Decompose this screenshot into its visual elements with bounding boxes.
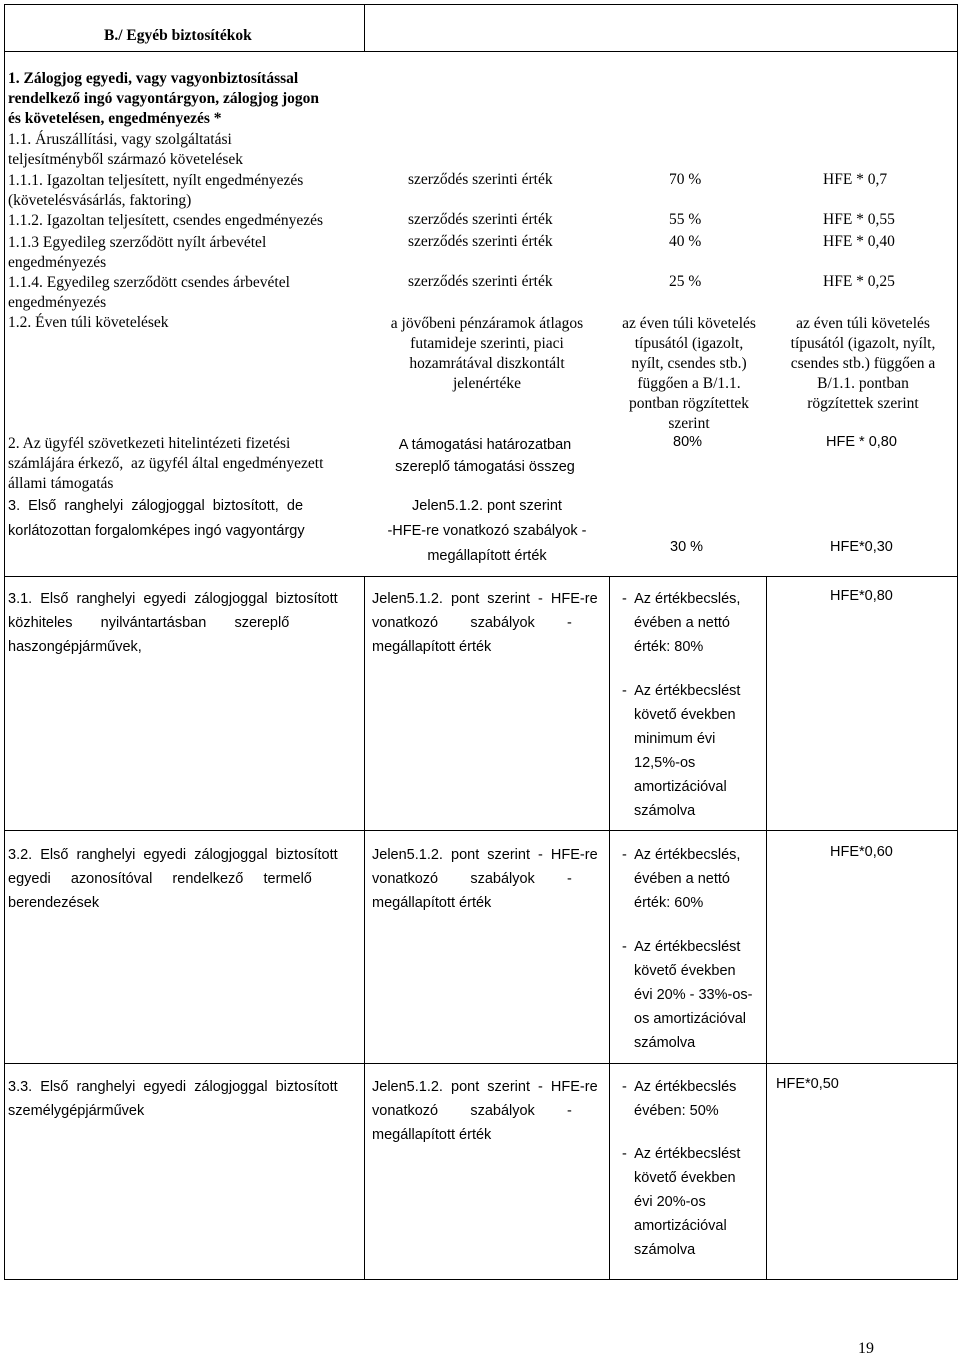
pct-line: nyílt, csendes stb.) xyxy=(631,355,747,372)
basis-line: Jelen5.1.2. pont szerint - HFE-re xyxy=(372,591,598,607)
pct-line: 12,5%-os xyxy=(634,755,696,771)
label-line: egyedi azonosítóval rendelkező termelő xyxy=(8,871,312,887)
row-1-1-2-pct: 55 % xyxy=(669,211,702,228)
subsection-3-2-pct-first-year xyxy=(622,843,740,915)
subsection-3-3-label xyxy=(8,1075,338,1123)
row-1-1-2-basis: szerződés szerinti érték xyxy=(408,211,553,228)
basis-line: vonatkozó szabályok - xyxy=(372,615,572,631)
label-line: engedményezés xyxy=(8,254,107,271)
label-line: 3.2. Első ranghelyi egyedi zálogjoggal biztosított xyxy=(8,847,338,863)
row-1-2-hfe xyxy=(770,314,956,414)
pct-line: követő években xyxy=(634,1170,736,1186)
grid-line xyxy=(4,4,958,5)
label-line: engedményezés xyxy=(8,294,107,311)
pct-line: - Az értékbecslés, xyxy=(622,591,741,607)
row-1-1-4-hfe: HFE * 0,25 xyxy=(823,273,895,290)
subsection-3-3-basis xyxy=(372,1075,598,1147)
basis-line: megállapított érték xyxy=(427,548,547,564)
row-1-1-2-label xyxy=(8,211,323,231)
subsection-3-1-pct-later-years xyxy=(622,679,740,823)
grid-line xyxy=(4,1279,958,1280)
heading-line: rendelkező ingó vagyontárgyon, zálogjog jogon xyxy=(8,90,319,107)
row-1-1-3-basis: szerződés szerinti érték xyxy=(408,233,553,250)
label-line: számlájára érkező, az ügyfél által engedményezett xyxy=(8,455,324,472)
basis-line: A támogatási határozatban xyxy=(398,437,572,453)
basis-line: -HFE-re vonatkozó szabályok - xyxy=(387,523,587,539)
pct-line: számolva xyxy=(634,1242,696,1258)
pct-line: évi 20%-os xyxy=(634,1194,706,1210)
basis-line: megállapított érték xyxy=(372,639,492,655)
row-1-1-1-hfe: HFE * 0,7 xyxy=(823,171,888,188)
subsection-3-2-basis xyxy=(372,843,598,915)
pct-line: amortizációval xyxy=(634,1218,727,1234)
pct-line: évében a nettó xyxy=(634,615,730,631)
grid-line xyxy=(364,4,365,52)
grid-line xyxy=(766,576,767,1280)
pct-line: típusától (igazolt, xyxy=(634,335,744,352)
basis-line: Jelen5.1.2. pont szerint xyxy=(412,498,562,514)
pct-line: - Az értékbecslést xyxy=(622,1146,741,1162)
pct-line: követő években xyxy=(634,963,736,979)
row-1-1-1-basis: szerződés szerinti érték xyxy=(408,171,553,188)
pct-line: számolva xyxy=(634,803,696,819)
pct-line: évi 20% - 33%-os- xyxy=(634,987,753,1003)
section-3-label xyxy=(8,494,305,544)
label-line: közhiteles nyilvántartásban szereplő xyxy=(8,615,290,631)
subsection-3-1-hfe: HFE*0,80 xyxy=(830,588,893,604)
basis-line: futamideje szerinti, piaci xyxy=(410,335,564,352)
basis-line: vonatkozó szabályok - xyxy=(372,1103,572,1119)
pct-line: amortizációval xyxy=(634,779,727,795)
sub-1-1-heading xyxy=(8,130,243,170)
row-1-1-4-pct: 25 % xyxy=(669,273,702,290)
basis-line: jelenértéke xyxy=(453,375,521,392)
pct-line: függően a B/1.1. xyxy=(637,375,741,392)
hfe-line: rögzítettek szerint xyxy=(807,395,919,412)
row-1-1-3-label xyxy=(8,233,266,273)
pct-line: érték: 80% xyxy=(634,639,704,655)
label-line: 2. Az ügyfél szövetkezeti hitelintézeti fizetési xyxy=(8,435,291,452)
pct-line: érték: 60% xyxy=(634,895,704,911)
row-1-1-1-label xyxy=(8,171,303,211)
grid-line xyxy=(364,576,365,1280)
heading-line: 1.1. Áruszállítási, vagy szolgáltatási xyxy=(8,131,232,148)
hfe-line: B/1.1. pontban xyxy=(817,375,909,392)
pct-line: az éven túli követelés xyxy=(622,315,756,332)
grid-line xyxy=(4,576,958,577)
subsection-3-1-pct-first-year xyxy=(622,587,740,659)
pct-line: pontban rögzítettek xyxy=(628,395,750,412)
pct-line: követő években xyxy=(634,707,736,723)
label-line: korlátozottan forgalomképes ingó vagyontárgy xyxy=(8,523,305,539)
basis-line: hozamrátával diszkontált xyxy=(409,355,565,372)
pct-line: évében a nettó xyxy=(634,871,730,887)
basis-line: Jelen5.1.2. pont szerint - HFE-re xyxy=(372,1079,598,1095)
grid-line xyxy=(4,4,5,1280)
row-1-1-1-pct: 70 % xyxy=(669,171,702,188)
grid-line xyxy=(957,4,958,1280)
basis-line: megállapított érték xyxy=(372,895,492,911)
pct-line: számolva xyxy=(634,1035,696,1051)
pct-line: - Az értékbecslést xyxy=(622,939,741,955)
subsection-3-2-pct-later-years xyxy=(622,935,752,1055)
label-line: 1.1.2. Igazoltan teljesített, csendes engedményezés xyxy=(8,212,324,229)
heading-line: 1. Zálogjog egyedi, vagy vagyonbiztosítással xyxy=(8,70,299,87)
section-2-pct: 80% xyxy=(673,434,703,450)
pct-line: - Az értékbecslés xyxy=(622,1079,737,1095)
subsection-3-3-hfe: HFE*0,50 xyxy=(776,1076,839,1092)
basis-line: megállapított érték xyxy=(372,1127,492,1143)
page-number: 19 xyxy=(858,1340,874,1357)
section-2-hfe: HFE * 0,80 xyxy=(826,434,897,450)
section-3-hfe: HFE*0,30 xyxy=(830,539,893,555)
grid-line xyxy=(609,576,610,1280)
label-line: (követelésvásárlás, faktoring) xyxy=(8,192,192,209)
heading-line: teljesítményből származó követelések xyxy=(8,151,243,168)
pct-line: minimum évi xyxy=(634,731,716,747)
section-3-basis xyxy=(372,494,602,569)
basis-line: a jövőbeni pénzáramok átlagos xyxy=(390,315,584,332)
subsection-3-3-pct-later-years xyxy=(622,1142,740,1262)
row-1-1-4-label xyxy=(8,273,290,313)
section-3-pct: 30 % xyxy=(670,539,704,555)
hfe-line: az éven túli követelés xyxy=(796,315,930,332)
section-2-label xyxy=(8,434,323,494)
pct-line: - Az értékbecslést xyxy=(622,683,741,699)
label-line: 3.1. Első ranghelyi egyedi zálogjoggal biztosított xyxy=(8,591,338,607)
basis-line: Jelen5.1.2. pont szerint - HFE-re xyxy=(372,847,598,863)
row-1-1-4-basis: szerződés szerinti érték xyxy=(408,273,553,290)
row-1-2-basis xyxy=(374,314,600,394)
subsection-3-1-label xyxy=(8,587,338,659)
row-1-2-label: 1.2. Éven túli követelések xyxy=(8,314,169,331)
pct-line: - Az értékbecslés, xyxy=(622,847,741,863)
basis-line: vonatkozó szabályok - xyxy=(372,871,572,887)
hfe-line: csendes stb.) függően a xyxy=(790,355,936,372)
label-line: 3.3. Első ranghelyi egyedi zálogjoggal biztosított xyxy=(8,1079,338,1095)
subsection-3-2-hfe: HFE*0,60 xyxy=(830,844,893,860)
section-title: B./ Egyéb biztosítékok xyxy=(104,27,252,44)
hfe-line: típusától (igazolt, nyílt, xyxy=(790,335,936,352)
subsection-3-3-pct-first-year xyxy=(622,1075,736,1123)
row-1-2-pct xyxy=(610,314,768,434)
grid-line xyxy=(4,51,958,52)
label-line: berendezések xyxy=(8,895,100,911)
label-line: 1.1.4. Egyedileg szerződött csendes árbevétel xyxy=(8,274,290,291)
label-line: 3. Első ranghelyi zálogjoggal biztosított, de xyxy=(8,498,304,514)
label-line: 1.1.3 Egyedileg szerződött nyílt árbevétel xyxy=(8,234,267,251)
label-line: személygépjárművek xyxy=(8,1103,145,1119)
label-line: haszongépjárművek, xyxy=(8,639,142,655)
section-2-basis xyxy=(374,434,596,478)
pct-line: szerint xyxy=(668,415,710,432)
basis-line: szereplő támogatási összeg xyxy=(395,459,575,475)
label-line: állami támogatás xyxy=(8,475,114,492)
subsection-3-1-basis xyxy=(372,587,598,659)
subsection-3-2-label xyxy=(8,843,338,915)
grid-line xyxy=(4,1063,958,1064)
grid-line xyxy=(4,830,958,831)
row-1-1-3-pct: 40 % xyxy=(669,233,702,250)
section-1-heading xyxy=(8,69,319,129)
label-line: 1.1.1. Igazoltan teljesített, nyílt engedményezés xyxy=(8,172,304,189)
row-1-1-2-hfe: HFE * 0,55 xyxy=(823,211,895,228)
pct-line: os amortizációval xyxy=(634,1011,747,1027)
heading-line: és követelésen, engedményezés * xyxy=(8,110,222,127)
pct-line: évében: 50% xyxy=(634,1103,719,1119)
row-1-1-3-hfe: HFE * 0,40 xyxy=(823,233,895,250)
